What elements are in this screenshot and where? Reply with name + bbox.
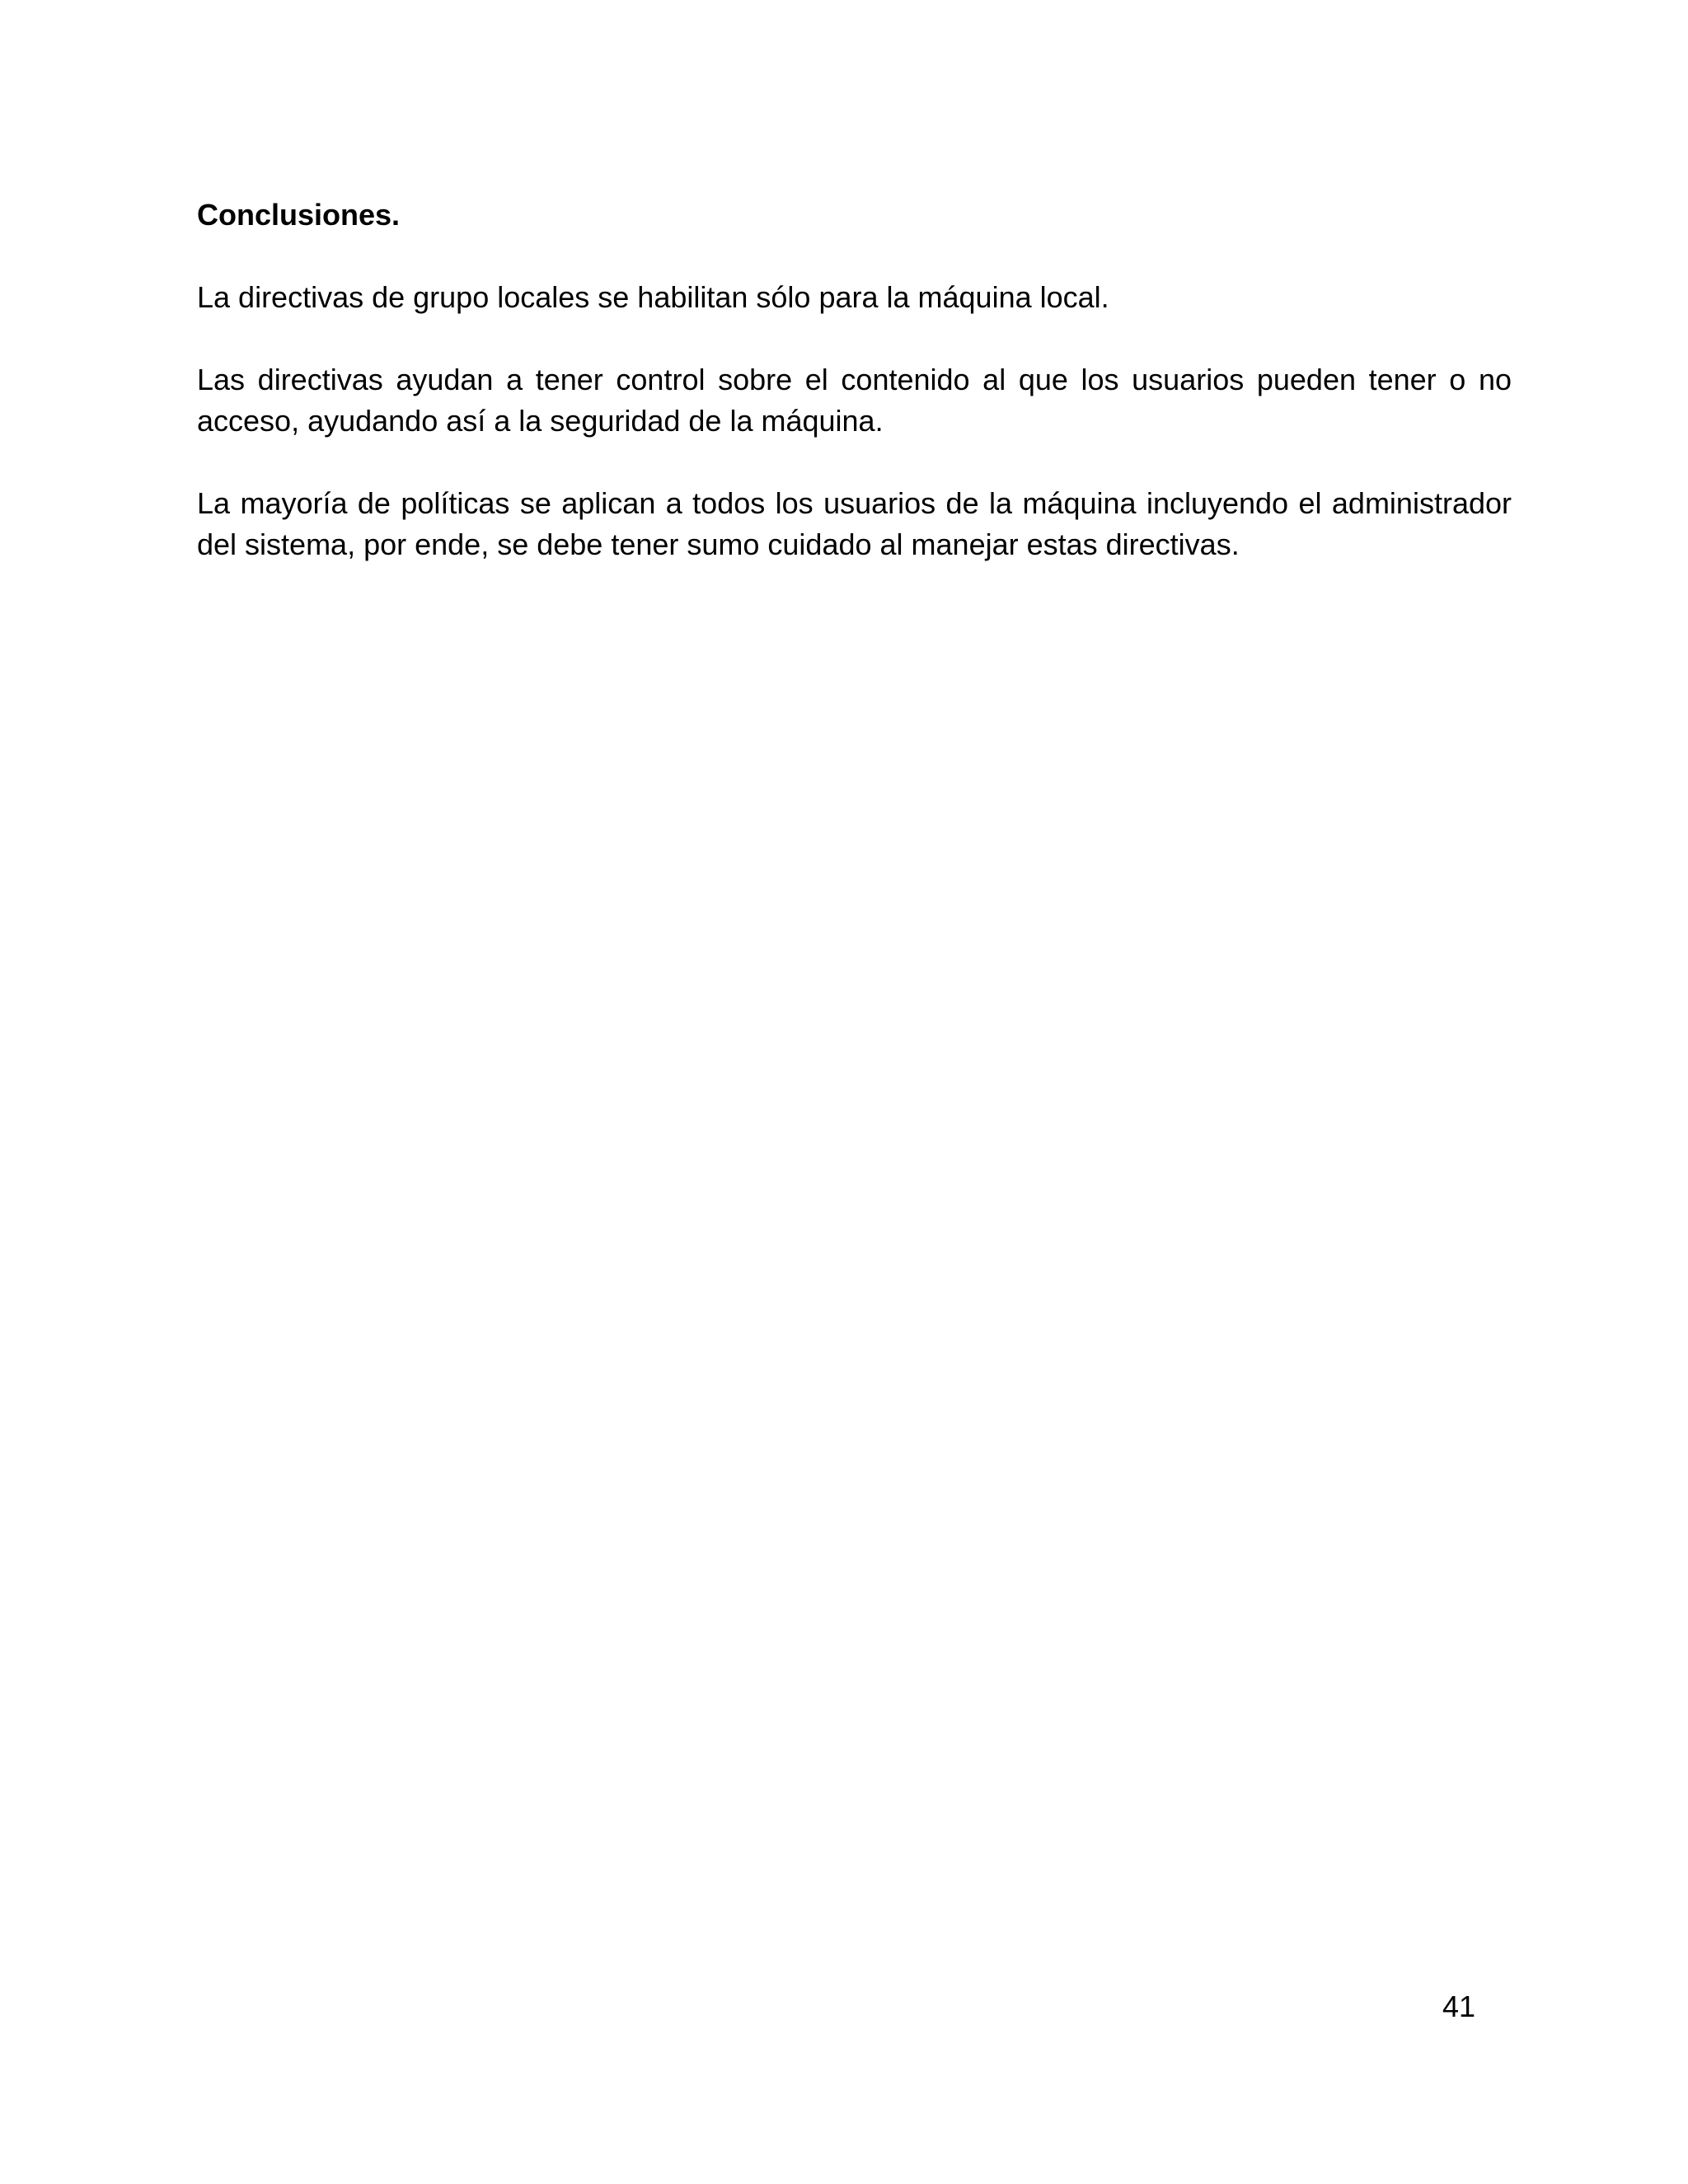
paragraph-3: La mayoría de políticas se aplican a todos los usuarios de la máquina incluyendo el administrador del sistema, por ende, se debe tener sumo cuidado al manejar estas directivas. <box>197 486 1512 561</box>
paragraph-2: Las directivas ayudan a tener control sobre el contenido al que los usuarios pueden tener o no acceso, ayudando así a la seguridad de la máquina. <box>197 363 1512 438</box>
paragraph-1: La directivas de grupo locales se habilitan sólo para la máquina local. <box>197 280 1109 314</box>
page-number: 41 <box>1442 1990 1476 2023</box>
page-content <box>197 194 1512 607</box>
section-heading: Conclusiones. <box>197 198 401 232</box>
